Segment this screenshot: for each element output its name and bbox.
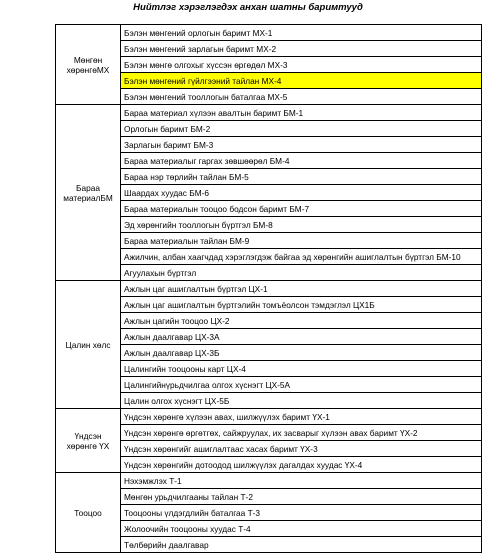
document-item: Шаардах хуудас БМ-6 <box>121 185 482 201</box>
document-item: Ажлын цаг ашиглалтын бүртгэл ЦХ-1 <box>121 281 482 297</box>
document-item: Бараа материал хүлээн авалтын баримт БМ-1 <box>121 105 482 121</box>
document-item: Бараа нэр төрлийн тайлан БМ-5 <box>121 169 482 185</box>
document-item: Үндсэн хөрөнгө өргөтгөх, сайжруулах, их засварыг хүлээн авах баримт ҮХ-2 <box>121 425 482 441</box>
document-item: Зарлагын баримт БМ-3 <box>121 137 482 153</box>
document-item: Ажилчин, албан хаагчдад хэрэглэгдэж байгаа эд хөрөнгийн ашиглалтын бүртгэл БМ-10 <box>121 249 482 265</box>
document-item: Цалин олгох хүснэгт ЦХ-5Б <box>121 393 482 409</box>
document-item: Бараа материалын тайлан БМ-9 <box>121 233 482 249</box>
document-item: Төлбөрийн даалгавар <box>121 537 482 553</box>
table-row <box>56 25 482 41</box>
document-item: Үндсэн хөрөнгө хүлээн авах, шилжүүлэх баримт ҮХ-1 <box>121 409 482 425</box>
document-item: Мөнгөн урьдчилгааны тайлан Т-2 <box>121 489 482 505</box>
document-item: Тооцооны үлдэгдлийн баталгаа Т-3 <box>121 505 482 521</box>
table-row <box>56 281 482 297</box>
document-title: Нийтлэг хэрэглэгдэх анхан шатны баримтууд <box>133 2 363 13</box>
document-item: Бэлэн мөнгений тооллогын баталгаа МХ-5 <box>121 89 482 105</box>
category-cell: Бараа материалБМ <box>56 105 121 281</box>
document-item: Орлогын баримт БМ-2 <box>121 121 482 137</box>
category-cell: Тооцоо <box>56 473 121 553</box>
document-item: Эд хөрөнгийн тооллогын бүртгэл БМ-8 <box>121 217 482 233</box>
document-item: Бараа материалыг гаргах зөвшөөрөл БМ-4 <box>121 153 482 169</box>
document-item: Бэлэн мөнгений орлогын баримт МХ-1 <box>121 25 482 41</box>
document-item: Цалингийнүрьдчилгаа олгох хүснэгт ЦХ-5А <box>121 377 482 393</box>
document-item: Ажлын даалгавар ЦХ-3Б <box>121 345 482 361</box>
document-item: Жолоочийн тооцооны хуудас Т-4 <box>121 521 482 537</box>
document-item: Агуулахын бүртгэл <box>121 265 482 281</box>
table-row <box>56 105 482 121</box>
category-cell: Үндсэн хөрөнгө ҮХ <box>56 409 121 473</box>
document-item: Үндсэн хөрөнгийн дотоодод шилжүүлэх дагалдах хуудас ҮХ-4 <box>121 457 482 473</box>
document-item: Ажлын цаг ашиглалтын бүртгэлийн томъёолсон тэмдэглэл ЦХ1Б <box>121 297 482 313</box>
document-item: Ажлын цагийн тооцоо ЦХ-2 <box>121 313 482 329</box>
table-row <box>56 409 482 425</box>
document-item: Цалингийн тооцооны карт ЦХ-4 <box>121 361 482 377</box>
category-cell: Мөнгөн хөрөнгөМХ <box>56 25 121 105</box>
documents-table-body <box>56 25 482 553</box>
table-row <box>56 473 482 489</box>
document-item: Бараа материалын тооцоо бодсон баримт БМ-7 <box>121 201 482 217</box>
document-item: Бэлэн мөнгений зарлагын баримт МХ-2 <box>121 41 482 57</box>
document-item: Бэлэн мөнгө олгохыг хүссэн өргөдөл МХ-3 <box>121 57 482 73</box>
document-item: Нэхэмжлэх Т-1 <box>121 473 482 489</box>
document-item: Ажлын даалгавар ЦХ-3А <box>121 329 482 345</box>
document-item: Үндсэн хөрөнгийг ашиглалтаас хасах баримт ҮХ-3 <box>121 441 482 457</box>
category-cell: Цалин хөлс <box>56 281 121 409</box>
document-item-highlighted: Бэлэн мөнгений гүйлгээний тайлан МХ-4 <box>121 73 482 89</box>
documents-table <box>55 24 482 553</box>
